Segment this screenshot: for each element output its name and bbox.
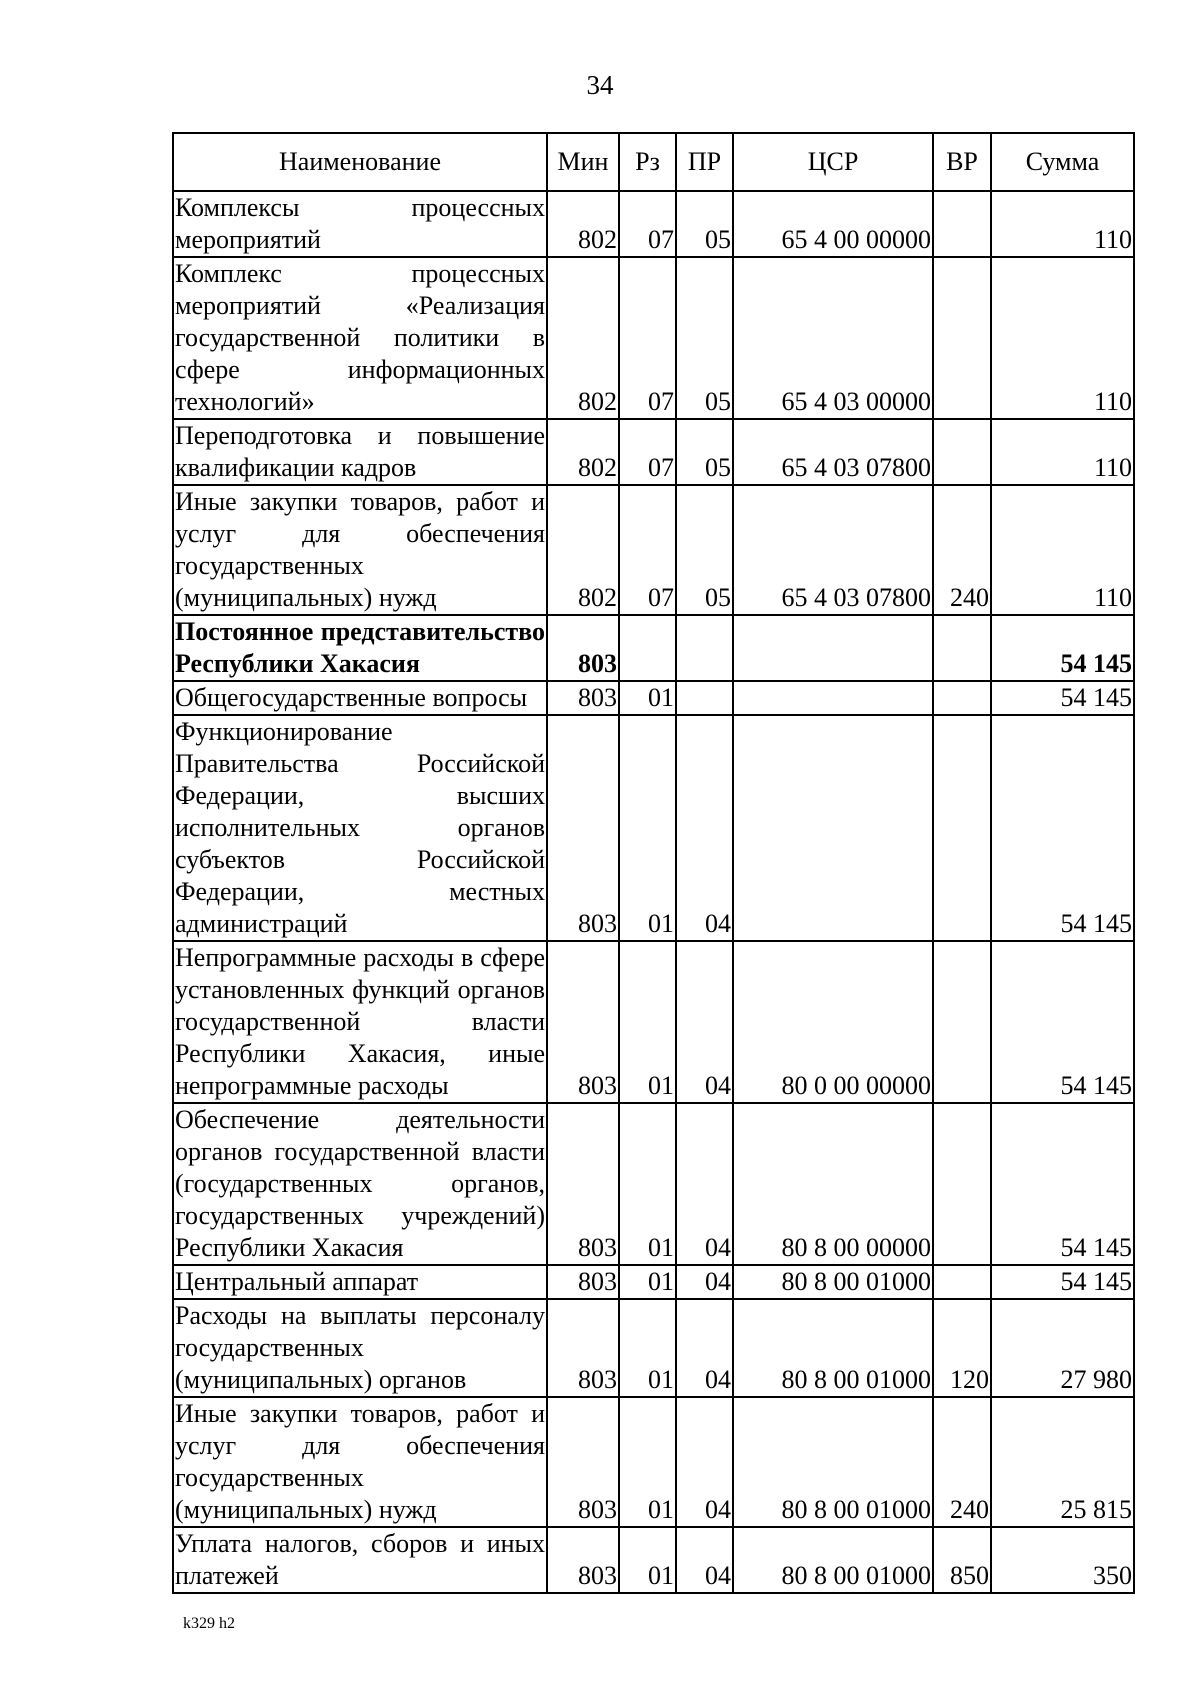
cell-sum: 110 bbox=[991, 257, 1134, 419]
cell-name: Функционирование Правительства Российской Федерации, высших исполнительных органов субъектов Российской Федерации, местных администраций bbox=[173, 715, 547, 941]
cell-name: Непрограммные расходы в сфере установленных функций органов государственной власти Республики Хакасия, иные непрограммные расходы bbox=[173, 941, 547, 1103]
cell-min: 802 bbox=[547, 419, 619, 485]
cell-sum: 54 145 bbox=[991, 681, 1134, 715]
cell-vr: 240 bbox=[933, 1397, 991, 1527]
cell-vr: 240 bbox=[933, 485, 991, 615]
cell-sum: 25 815 bbox=[991, 1397, 1134, 1527]
cell-rz: 07 bbox=[619, 485, 676, 615]
header-rz: Рз bbox=[619, 133, 676, 191]
table-row bbox=[173, 419, 1134, 485]
cell-csr: 65 4 03 07800 bbox=[733, 485, 933, 615]
cell-min: 802 bbox=[547, 191, 619, 257]
table-row bbox=[173, 1265, 1134, 1299]
cell-name: Общегосударственные вопросы bbox=[173, 681, 547, 715]
cell-pr: 05 bbox=[676, 257, 733, 419]
cell-pr: 05 bbox=[676, 419, 733, 485]
cell-rz: 07 bbox=[619, 419, 676, 485]
table-row bbox=[173, 485, 1134, 615]
cell-csr: 65 4 03 00000 bbox=[733, 257, 933, 419]
cell-csr bbox=[733, 681, 933, 715]
cell-rz: 01 bbox=[619, 1265, 676, 1299]
cell-csr: 80 8 00 01000 bbox=[733, 1299, 933, 1397]
cell-sum: 350 bbox=[991, 1527, 1134, 1593]
cell-name: Обеспечение деятельности органов государственной власти (государственных органов, государственных учреждений) Республики Хакасия bbox=[173, 1103, 547, 1265]
cell-name: Комплексы процессных мероприятий bbox=[173, 191, 547, 257]
cell-rz: 01 bbox=[619, 1397, 676, 1527]
table-header-row bbox=[173, 133, 1134, 191]
cell-rz: 01 bbox=[619, 681, 676, 715]
cell-vr bbox=[933, 257, 991, 419]
cell-min: 803 bbox=[547, 1265, 619, 1299]
cell-vr bbox=[933, 1265, 991, 1299]
cell-name: Комплекс процессных мероприятий «Реализация государственной политики в сфере информационных технологий» bbox=[173, 257, 547, 419]
cell-rz: 07 bbox=[619, 191, 676, 257]
cell-csr: 80 8 00 01000 bbox=[733, 1527, 933, 1593]
table-body bbox=[173, 191, 1134, 1593]
cell-min: 803 bbox=[547, 1299, 619, 1397]
cell-csr: 80 8 00 01000 bbox=[733, 1397, 933, 1527]
cell-pr: 04 bbox=[676, 941, 733, 1103]
cell-name: Расходы на выплаты персоналу государственных (муниципальных) органов bbox=[173, 1299, 547, 1397]
cell-min: 803 bbox=[547, 681, 619, 715]
table-row bbox=[173, 715, 1134, 941]
cell-name: Уплата налогов, сборов и иных платежей bbox=[173, 1527, 547, 1593]
cell-pr: 04 bbox=[676, 715, 733, 941]
header-min: Мин bbox=[547, 133, 619, 191]
cell-pr: 04 bbox=[676, 1103, 733, 1265]
cell-sum: 27 980 bbox=[991, 1299, 1134, 1397]
table-row bbox=[173, 191, 1134, 257]
table-row bbox=[173, 1527, 1134, 1593]
cell-name: Иные закупки товаров, работ и услуг для обеспечения государственных (муниципальных) нужд bbox=[173, 1397, 547, 1527]
cell-pr: 04 bbox=[676, 1299, 733, 1397]
cell-csr: 80 8 00 01000 bbox=[733, 1265, 933, 1299]
cell-name: Иные закупки товаров, работ и услуг для обеспечения государственных (муниципальных) нужд bbox=[173, 485, 547, 615]
footer-code: k329 h2 bbox=[183, 1615, 235, 1632]
cell-rz: 01 bbox=[619, 941, 676, 1103]
cell-pr: 04 bbox=[676, 1265, 733, 1299]
cell-rz: 01 bbox=[619, 1103, 676, 1265]
table-row bbox=[173, 257, 1134, 419]
header-name: Наименование bbox=[173, 133, 547, 191]
cell-rz: 01 bbox=[619, 1299, 676, 1397]
header-csr: ЦСР bbox=[733, 133, 933, 191]
cell-sum: 54 145 bbox=[991, 1103, 1134, 1265]
cell-csr: 80 0 00 00000 bbox=[733, 941, 933, 1103]
cell-vr bbox=[933, 715, 991, 941]
cell-pr bbox=[676, 681, 733, 715]
cell-min: 803 bbox=[547, 615, 619, 681]
cell-min: 803 bbox=[547, 715, 619, 941]
cell-csr: 65 4 03 07800 bbox=[733, 419, 933, 485]
cell-vr bbox=[933, 1103, 991, 1265]
cell-pr: 05 bbox=[676, 191, 733, 257]
table-row bbox=[173, 1299, 1134, 1397]
cell-pr: 04 bbox=[676, 1527, 733, 1593]
table-row bbox=[173, 1103, 1134, 1265]
cell-vr bbox=[933, 191, 991, 257]
cell-min: 803 bbox=[547, 1103, 619, 1265]
table-row bbox=[173, 1397, 1134, 1527]
cell-rz: 01 bbox=[619, 1527, 676, 1593]
cell-vr bbox=[933, 419, 991, 485]
cell-vr: 120 bbox=[933, 1299, 991, 1397]
table-row bbox=[173, 681, 1134, 715]
cell-name: Переподготовка и повышение квалификации кадров bbox=[173, 419, 547, 485]
cell-name: Центральный аппарат bbox=[173, 1265, 547, 1299]
cell-csr bbox=[733, 715, 933, 941]
cell-min: 802 bbox=[547, 485, 619, 615]
cell-csr: 65 4 00 00000 bbox=[733, 191, 933, 257]
cell-csr: 80 8 00 00000 bbox=[733, 1103, 933, 1265]
cell-min: 802 bbox=[547, 257, 619, 419]
cell-pr: 04 bbox=[676, 1397, 733, 1527]
cell-vr: 850 bbox=[933, 1527, 991, 1593]
cell-name: Постоянное представительство Республики Хакасия bbox=[173, 615, 547, 681]
cell-pr bbox=[676, 615, 733, 681]
table-row bbox=[173, 941, 1134, 1103]
cell-rz: 07 bbox=[619, 257, 676, 419]
table-row bbox=[173, 615, 1134, 681]
page-number: 34 bbox=[586, 70, 614, 100]
cell-vr bbox=[933, 941, 991, 1103]
cell-vr bbox=[933, 681, 991, 715]
cell-sum: 54 145 bbox=[991, 615, 1134, 681]
budget-table bbox=[172, 132, 1135, 1594]
cell-min: 803 bbox=[547, 1527, 619, 1593]
cell-sum: 110 bbox=[991, 485, 1134, 615]
cell-sum: 54 145 bbox=[991, 715, 1134, 941]
header-sum: Сумма bbox=[991, 133, 1134, 191]
cell-rz bbox=[619, 615, 676, 681]
cell-csr bbox=[733, 615, 933, 681]
cell-vr bbox=[933, 615, 991, 681]
cell-sum: 54 145 bbox=[991, 1265, 1134, 1299]
header-pr: ПР bbox=[676, 133, 733, 191]
cell-sum: 110 bbox=[991, 419, 1134, 485]
cell-sum: 110 bbox=[991, 191, 1134, 257]
cell-sum: 54 145 bbox=[991, 941, 1134, 1103]
cell-min: 803 bbox=[547, 941, 619, 1103]
header-vr: ВР bbox=[933, 133, 991, 191]
cell-min: 803 bbox=[547, 1397, 619, 1527]
cell-rz: 01 bbox=[619, 715, 676, 941]
cell-pr: 05 bbox=[676, 485, 733, 615]
